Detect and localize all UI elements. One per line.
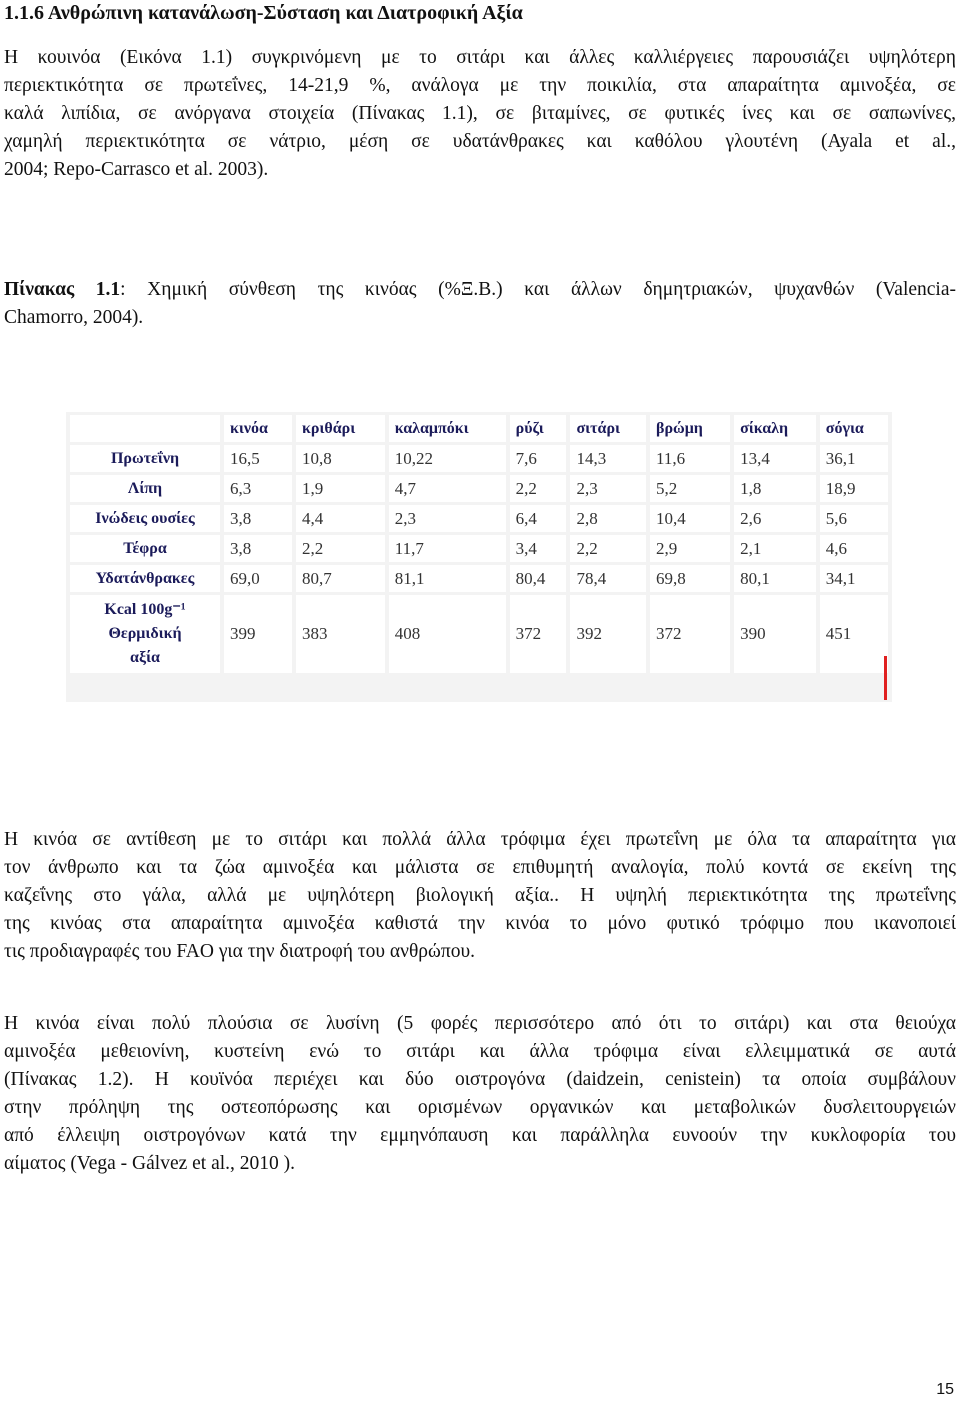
table-cell: 372 — [510, 595, 567, 673]
table-cell: 383 — [296, 595, 385, 673]
table-cell: 36,1 — [820, 445, 888, 472]
paragraph-line: τις προδιαγραφές του FAO για την διατροφή του ανθρώπου. — [4, 941, 475, 962]
table-cell: 81,1 — [389, 565, 506, 592]
table-cell: 399 — [224, 595, 292, 673]
paragraph-line: Η κινόα είναι πολύ πλούσια σε λυσίνη (5 φορές περισσότερο από ότι το σιτάρι) και στα θειούχα — [4, 1013, 956, 1034]
table-cell: 6,3 — [224, 475, 292, 502]
table-cell: 4,4 — [296, 505, 385, 532]
row-header: Ινώδεις ουσίες — [70, 505, 220, 532]
table-cell: 4,7 — [389, 475, 506, 502]
red-edit-mark — [884, 656, 887, 700]
table-cell: 4,6 — [820, 535, 888, 562]
table-cell: 78,4 — [570, 565, 646, 592]
paragraph-line: (Πίνακας 1.2). Η κουϊνόα περιέχει και δύο οιστρογόνα (daidzein, cenistein) τα οποία συμβάλουν — [4, 1069, 956, 1090]
paragraph-line: καλά λιπίδια, σε ανόργανα στοιχεία (Πίνακας 1.1), σε βιταμίνες, σε φυτικές ίνες και σε σαπωνίνες, — [4, 103, 956, 124]
paragraph-line: της κινόας στα απαραίτητα αμινοξέα καθιστά την κινόα το μόνο φυτικό τρόφιμο που ικανοποιεί — [4, 913, 956, 934]
table-cell: 1,8 — [734, 475, 816, 502]
page-number: 15 — [936, 1381, 954, 1398]
table-cell: 2,3 — [389, 505, 506, 532]
table-cell: 372 — [650, 595, 730, 673]
table-cell: 6,4 — [510, 505, 567, 532]
row-header-line: Θερμιδική — [108, 625, 182, 642]
table-row — [70, 505, 888, 532]
table-caption — [4, 276, 956, 332]
row-header: Τέφρα — [70, 535, 220, 562]
table-cell: 3,4 — [510, 535, 567, 562]
paragraph-line: αμινοξέα μεθειονίνη, κυστείνη ενώ το σιτάρι και άλλα τρόφιμα είναι ελλειμματικά σε αυτά — [4, 1041, 956, 1062]
table-row — [70, 565, 888, 592]
table-cell: 10,4 — [650, 505, 730, 532]
table-cell: 408 — [389, 595, 506, 673]
table-cell: 2,2 — [510, 475, 567, 502]
table-cell: 10,22 — [389, 445, 506, 472]
lysine-paragraph — [4, 1010, 956, 1178]
table-cell: 3,8 — [224, 505, 292, 532]
column-header: σίκαλη — [734, 415, 816, 442]
table-cell: 392 — [570, 595, 646, 673]
table-cell: 5,2 — [650, 475, 730, 502]
table-cell: 80,7 — [296, 565, 385, 592]
caption-line: Chamorro, 2004). — [4, 307, 144, 328]
table-cell: 14,3 — [570, 445, 646, 472]
table-cell: 11,7 — [389, 535, 506, 562]
column-header: κριθάρι — [296, 415, 385, 442]
paragraph-line: 2004; Repo-Carrasco et al. 2003). — [4, 159, 269, 180]
nutrition-table-image — [66, 412, 892, 702]
row-header — [70, 595, 220, 673]
paragraph-line: Η κουινόα (Εικόνα 1.1) συγκρινόμενη με το σιτάρι και άλλες καλλιέργειες παρουσιάζει υψηλότερη — [4, 47, 956, 68]
table-cell: 13,4 — [734, 445, 816, 472]
paragraph-line: περιεκτικότητα σε πρωτεΐνες, 14-21,9 %, ανάλογα με την ποικιλία, στα απαραίτητα αμινοξέα, σε — [4, 75, 956, 96]
table-cell: 34,1 — [820, 565, 888, 592]
paragraph-line: καζεΐνης στο γάλα, αλλά με υψηλότερη βιολογική αξία.. Η υψηλή περιεκτικότητα της πρωτεΐνης — [4, 885, 956, 906]
row-header-line: αξία — [130, 649, 160, 666]
paragraph-line: τον άνθρωπο και τα ζώα αμινοξέα και μάλιστα σε επιθυμητή αναλογία, πολύ κοντά σε εκείνη της — [4, 857, 956, 878]
section-heading: 1.1.6 Ανθρώπινη κατανάλωση-Σύσταση και Διατροφική Αξία — [4, 2, 523, 24]
column-header: σιτάρι — [570, 415, 646, 442]
table-cell: 11,6 — [650, 445, 730, 472]
table-cell: 10,8 — [296, 445, 385, 472]
table-cell: 451 — [820, 595, 888, 673]
paragraph-line: από έλλειψη οιστρογόνων κατά την εμμηνόπαυση και παράλληλα ευνοούν την κυκλοφορία του — [4, 1125, 956, 1146]
row-header: Υδατάνθρακες — [70, 565, 220, 592]
table-cell: 3,8 — [224, 535, 292, 562]
row-header: Λίπη — [70, 475, 220, 502]
column-header: καλαμπόκι — [389, 415, 506, 442]
column-header: βρώμη — [650, 415, 730, 442]
table-cell: 69,8 — [650, 565, 730, 592]
table-row-kcal — [70, 595, 888, 673]
paragraph-line: στην πρόληψη της οστεοπόρωσης και ορισμένων οργανικών και μεταβολικών δυσλειτουργειών — [4, 1097, 956, 1118]
table-cell: 1,9 — [296, 475, 385, 502]
caption-text: : Χημική σύνθεση της κινόας (%Ξ.Β.) και άλλων δημητριακών, ψυχανθών (Valencia- — [120, 279, 956, 300]
table-cell: 2,2 — [296, 535, 385, 562]
table-cell: 18,9 — [820, 475, 888, 502]
table-cell: 80,1 — [734, 565, 816, 592]
column-header: κινόα — [224, 415, 292, 442]
table-cell: 2,1 — [734, 535, 816, 562]
table-row — [70, 535, 888, 562]
table-cell: 2,3 — [570, 475, 646, 502]
caption-label: Πίνακας 1.1 — [4, 279, 121, 300]
row-header: Πρωτεΐνη — [70, 445, 220, 472]
table-cell: 16,5 — [224, 445, 292, 472]
table-cell: 2,2 — [570, 535, 646, 562]
table-corner-cell — [70, 415, 220, 442]
table-header-row — [70, 415, 888, 442]
table-cell: 2,6 — [734, 505, 816, 532]
table-cell: 80,4 — [510, 565, 567, 592]
table-cell: 2,9 — [650, 535, 730, 562]
table-row — [70, 445, 888, 472]
table-cell: 390 — [734, 595, 816, 673]
table-cell: 2,8 — [570, 505, 646, 532]
paragraph-line: χαμηλή περιεκτικότητα σε νάτριο, μέση σε υδατάνθρακες και καθόλου γλουτένη (Ayala et al., — [4, 131, 956, 152]
table-cell: 7,6 — [510, 445, 567, 472]
column-header: ρύζι — [510, 415, 567, 442]
row-header-line: Kcal 100g⁻¹ — [104, 601, 186, 618]
paragraph-line: αίματος (Vega - Gálvez et al., 2010 ). — [4, 1153, 296, 1174]
table-row — [70, 475, 888, 502]
table-cell: 5,6 — [820, 505, 888, 532]
table-cell: 69,0 — [224, 565, 292, 592]
nutrition-table — [66, 412, 892, 676]
intro-paragraph — [4, 44, 956, 184]
column-header: σόγια — [820, 415, 888, 442]
caption-line — [4, 276, 956, 304]
paragraph-line: Η κινόα σε αντίθεση με το σιτάρι και πολλά άλλα τρόφιμα έχει πρωτεΐνη με όλα τα απαραίτητα για — [4, 829, 956, 850]
protein-paragraph — [4, 826, 956, 966]
